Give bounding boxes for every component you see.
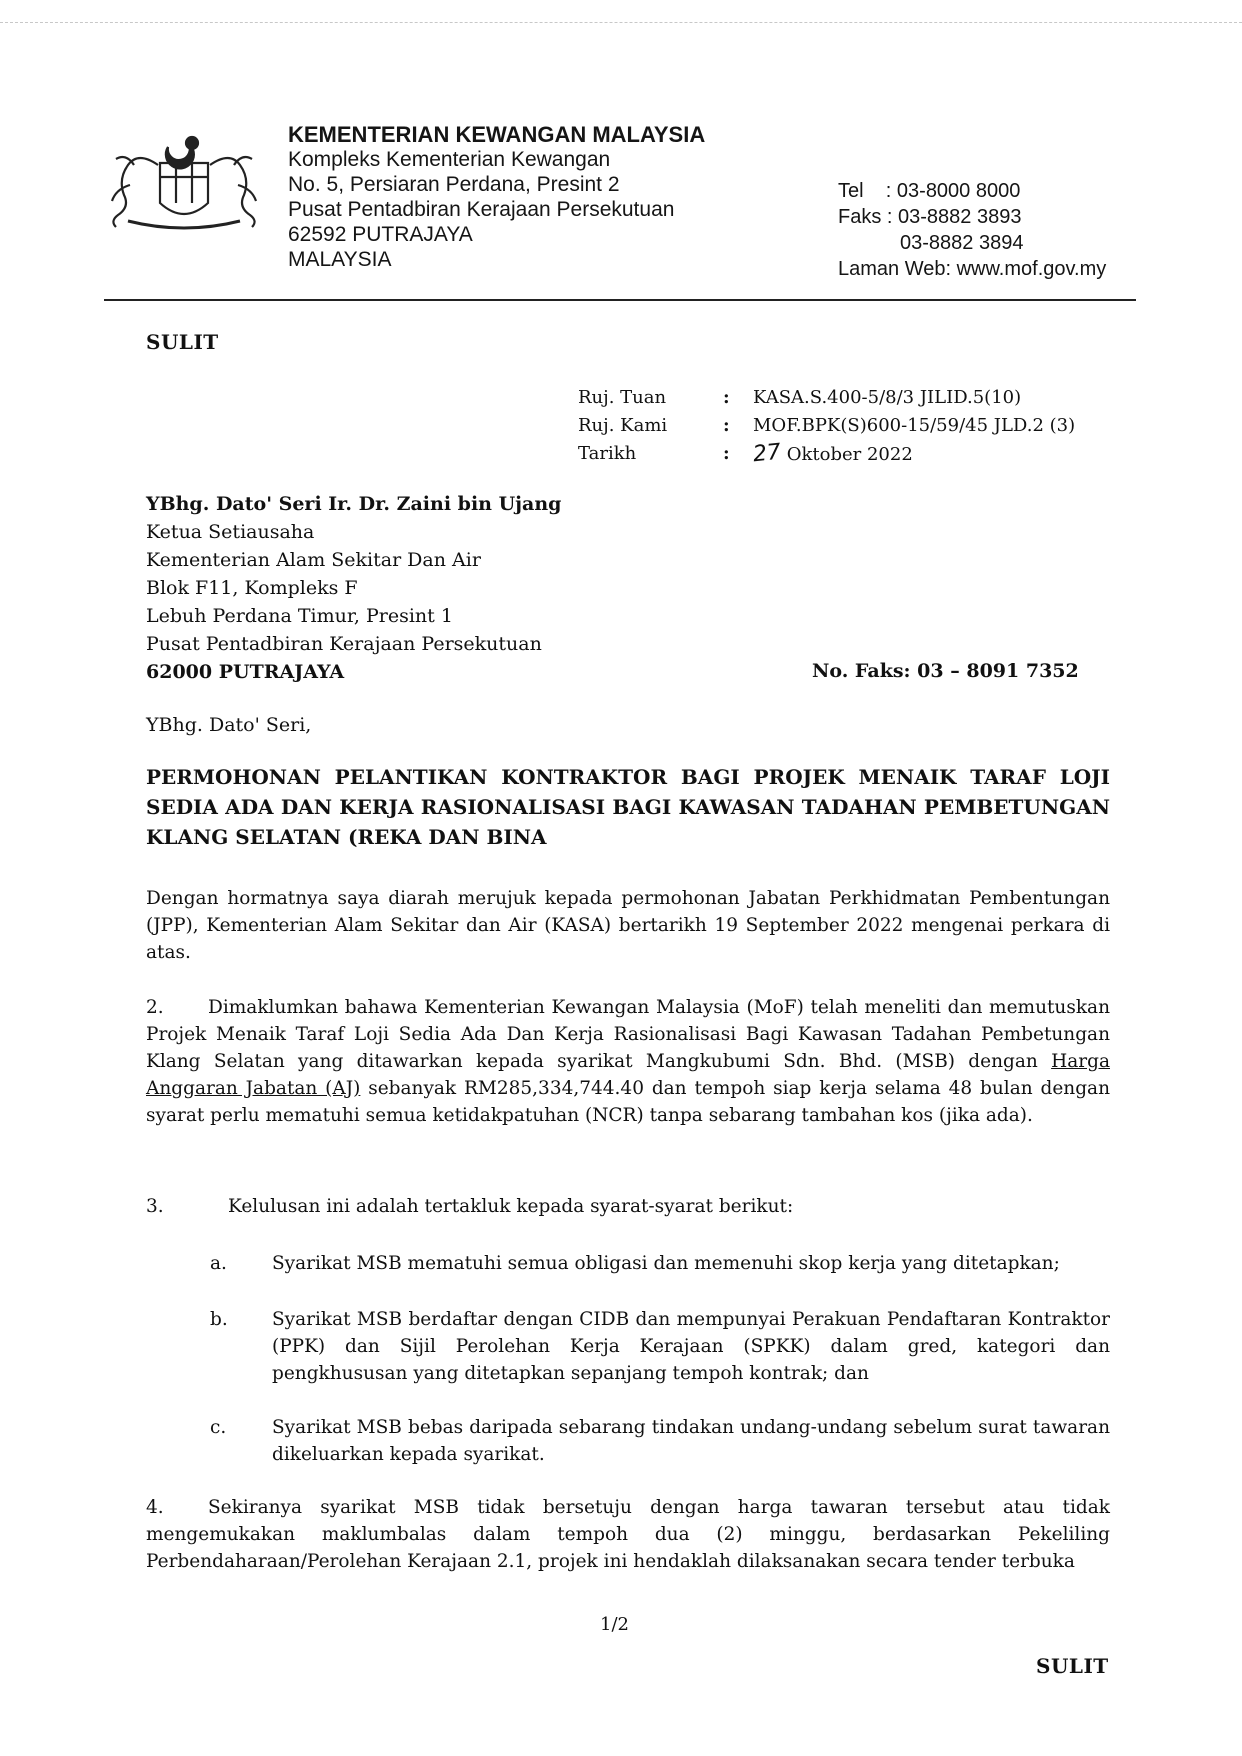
website-line: Laman Web: www.mof.gov.my bbox=[838, 258, 1107, 280]
paragraph-2-text-b: sebanyak RM285,334,744.40 dan tempoh siap kerja selama 48 bulan dengan syarat perlu mematuhi semua ketidakpatuhan (NCR) tanpa sebarang tambahan kos (jika ada). bbox=[146, 1078, 1110, 1126]
reference-row bbox=[578, 412, 1075, 440]
recipient-line: Blok F11, Kompleks F bbox=[146, 577, 358, 599]
recipient-line: Ketua Setiausaha bbox=[146, 521, 315, 543]
tel-line: Tel : 03-8000 8000 bbox=[838, 180, 1021, 202]
condition-text: Syarikat MSB berdaftar dengan CIDB dan mempunyai Perakuan Pendaftaran Kontraktor (PPK) dan Sijil Perolehan Kerja Kerajaan (SPKK) dalam gred, kategori dan pengkhususan yang ditetapkan sepanjang tempoh kontrak; dan bbox=[272, 1309, 1110, 1384]
salutation: YBhg. Dato' Seri, bbox=[146, 714, 312, 736]
condition-letter: c. bbox=[210, 1417, 227, 1438]
reference-row bbox=[578, 384, 1075, 412]
reference-label: Tarikh bbox=[578, 443, 637, 464]
classification-bottom: SULIT bbox=[1036, 1654, 1109, 1678]
paragraph-number: 2. bbox=[146, 997, 164, 1018]
recipient-city: 62000 PUTRAJAYA bbox=[146, 661, 345, 683]
reference-label: Ruj. Tuan bbox=[578, 387, 667, 408]
malaysia-coat-of-arms-icon bbox=[104, 125, 264, 235]
paragraph-number: 3. bbox=[146, 1196, 164, 1217]
address-line: MALAYSIA bbox=[288, 248, 392, 271]
recipient-line: Kementerian Alam Sekitar Dan Air bbox=[146, 549, 481, 571]
reference-row bbox=[578, 440, 1075, 469]
paragraph-2-underlined: Harga Anggaran Jabatan (AJ) bbox=[146, 1051, 1110, 1099]
condition-text: Syarikat MSB bebas daripada sebarang tindakan undang-undang sebelum surat tawaran dikeluarkan kepada syarikat. bbox=[272, 1417, 1110, 1465]
paragraph-3 bbox=[146, 1196, 793, 1217]
letterhead-divider bbox=[104, 299, 1136, 301]
paragraph-1: Dengan hormatnya saya diarah merujuk kepada permohonan Jabatan Perkhidmatan Pembentungan (JPP), Kementerian Alam Sekitar dan Air (KASA) bertarikh 19 September 2022 mengenai perkara di atas. bbox=[146, 888, 1110, 963]
reference-value: Oktober 2022 bbox=[786, 444, 913, 465]
letterhead-contact bbox=[838, 178, 1106, 282]
recipient-fax-number: No. Faks: 03 – 8091 7352 bbox=[812, 660, 1079, 682]
classification-top: SULIT bbox=[146, 330, 219, 354]
condition-text: Syarikat MSB mematuhi semua obligasi dan memenuhi skop kerja yang ditetapkan; bbox=[272, 1253, 1060, 1274]
recipient-line: Pusat Pentadbiran Kerajaan Persekutuan bbox=[146, 633, 542, 655]
letter-subject: PERMOHONAN PELANTIKAN KONTRAKTOR BAGI PROJEK MENAIK TARAF LOJI SEDIA ADA DAN KERJA RASIONALISASI BAGI KAWASAN TADAHAN PEMBETUNGAN KLANG SELATAN (REKA DAN BINA bbox=[146, 765, 1110, 849]
condition-item bbox=[210, 1306, 1110, 1387]
reference-colon: : bbox=[723, 387, 730, 408]
condition-item bbox=[210, 1250, 1110, 1277]
fax-line-2: 03-8882 3894 bbox=[900, 232, 1024, 254]
letterhead-address bbox=[288, 122, 705, 272]
address-line: No. 5, Persiaran Perdana, Presint 2 bbox=[288, 173, 620, 196]
fax-line: Faks : 03-8882 3893 bbox=[838, 206, 1022, 228]
handwritten-day: 27 bbox=[751, 439, 783, 468]
reference-block bbox=[578, 384, 1075, 469]
reference-label: Ruj. Kami bbox=[578, 415, 668, 436]
recipient-line: Lebuh Perdana Timur, Presint 1 bbox=[146, 605, 453, 627]
condition-letter: a. bbox=[210, 1253, 227, 1274]
reference-colon: : bbox=[723, 415, 730, 436]
reference-colon: : bbox=[723, 443, 730, 464]
recipient-name: YBhg. Dato' Seri Ir. Dr. Zaini bin Ujang bbox=[146, 493, 562, 515]
recipient-address bbox=[146, 490, 561, 686]
paragraph-2-text-a: Dimaklumkan bahawa Kementerian Kewangan Malaysia (MoF) telah meneliti dan memutuskan Projek Menaik Taraf Loji Sedia Ada Dan Kerja Rasionalisasi Bagi Kawasan Tadahan Pembetungan Klang Selatan yang ditawarkan kepada syarikat Mangkubumi Sdn. Bhd. (MSB) dengan bbox=[146, 997, 1110, 1072]
paragraph-4 bbox=[146, 1494, 1110, 1575]
paragraph-4-text: Sekiranya syarikat MSB tidak bersetuju dengan harga tawaran tersebut atau tidak mengemukakan maklumbalas dalam tempoh dua (2) minggu, berdasarkan Pekeliling Perbendaharaan/Perolehan Kerajaan 2.1, projek ini hendaklah dilaksanakan secara tender terbuka bbox=[146, 1497, 1110, 1572]
paragraph-3-text: Kelulusan ini adalah tertakluk kepada syarat-syarat berikut: bbox=[228, 1196, 794, 1217]
condition-item bbox=[210, 1414, 1110, 1468]
scan-top-edge bbox=[0, 22, 1242, 23]
reference-value: KASA.S.400-5/8/3 JILID.5(10) bbox=[753, 387, 1022, 408]
address-line: 62592 PUTRAJAYA bbox=[288, 223, 473, 246]
address-line: Kompleks Kementerian Kewangan bbox=[288, 148, 611, 171]
condition-letter: b. bbox=[210, 1309, 228, 1330]
reference-value: MOF.BPK(S)600-15/59/45 JLD.2 (3) bbox=[753, 415, 1076, 436]
address-line: Pusat Pentadbiran Kerajaan Persekutuan bbox=[288, 198, 675, 221]
ministry-name: KEMENTERIAN KEWANGAN MALAYSIA bbox=[288, 122, 706, 147]
paragraph-number: 4. bbox=[146, 1497, 164, 1518]
paragraph-2 bbox=[146, 994, 1110, 1129]
page-number: 1/2 bbox=[600, 1614, 629, 1635]
